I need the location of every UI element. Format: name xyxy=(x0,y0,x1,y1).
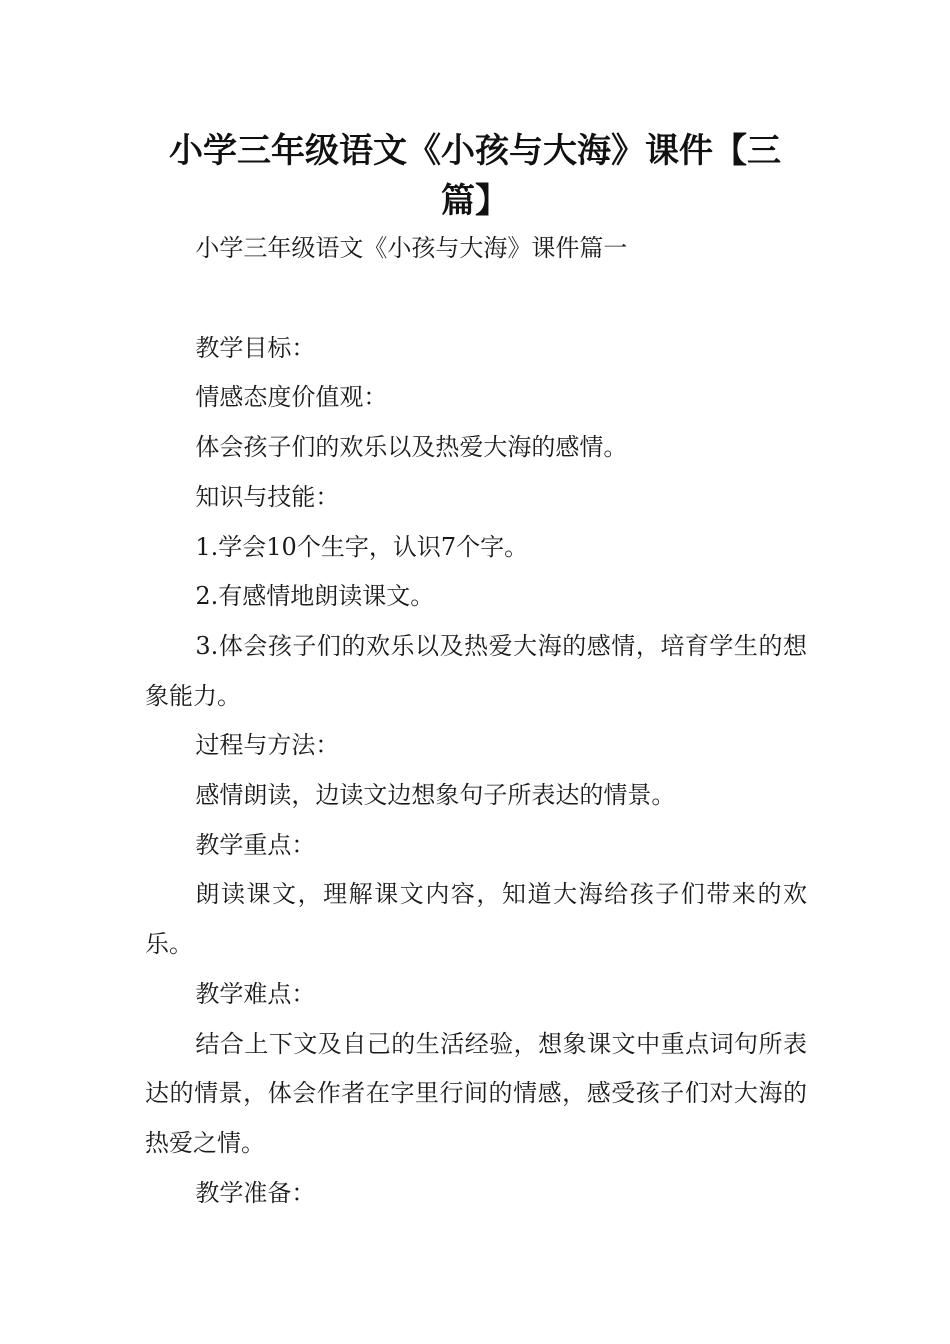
paragraph: 体会孩子们的欢乐以及热爱大海的感情。 xyxy=(195,433,628,462)
paragraph: 情感态度价值观： xyxy=(195,383,388,412)
paragraph: 感情朗读，边读文边想象句子所表达的情景。 xyxy=(195,781,676,810)
blank-line xyxy=(145,274,807,324)
paragraph: 教学目标： xyxy=(195,333,316,362)
paragraph: 朗读课文，理解课文内容，知道大海给孩子们带来的欢乐。 xyxy=(145,880,807,959)
paragraph: 教学准备： xyxy=(195,1178,316,1207)
paragraph: 教学难点： xyxy=(195,979,316,1008)
paragraph: 过程与方法： xyxy=(195,731,340,760)
paragraph: 知识与技能： xyxy=(195,482,340,511)
paragraph: 教学重点： xyxy=(195,830,316,859)
paragraph: 2.有感情地朗读课文。 xyxy=(195,582,435,611)
paragraph: 1.学会10个生字，认识7个字。 xyxy=(195,532,529,561)
paragraph: 3.体会孩子们的欢乐以及热爱大海的感情，培育学生的想象能力。 xyxy=(145,631,807,710)
section-heading: 小学三年级语文《小孩与大海》课件篇一 xyxy=(195,234,628,262)
document-body xyxy=(145,224,807,1218)
document-title: 小学三年级语文《小孩与大海》课件【三篇】 xyxy=(169,131,781,221)
paragraph: 结合上下文及自己的生活经验，想象课文中重点词句所表达的情景，体会作者在字里行间的情感，感受孩子们对大海的热爱之情。 xyxy=(145,1029,807,1157)
